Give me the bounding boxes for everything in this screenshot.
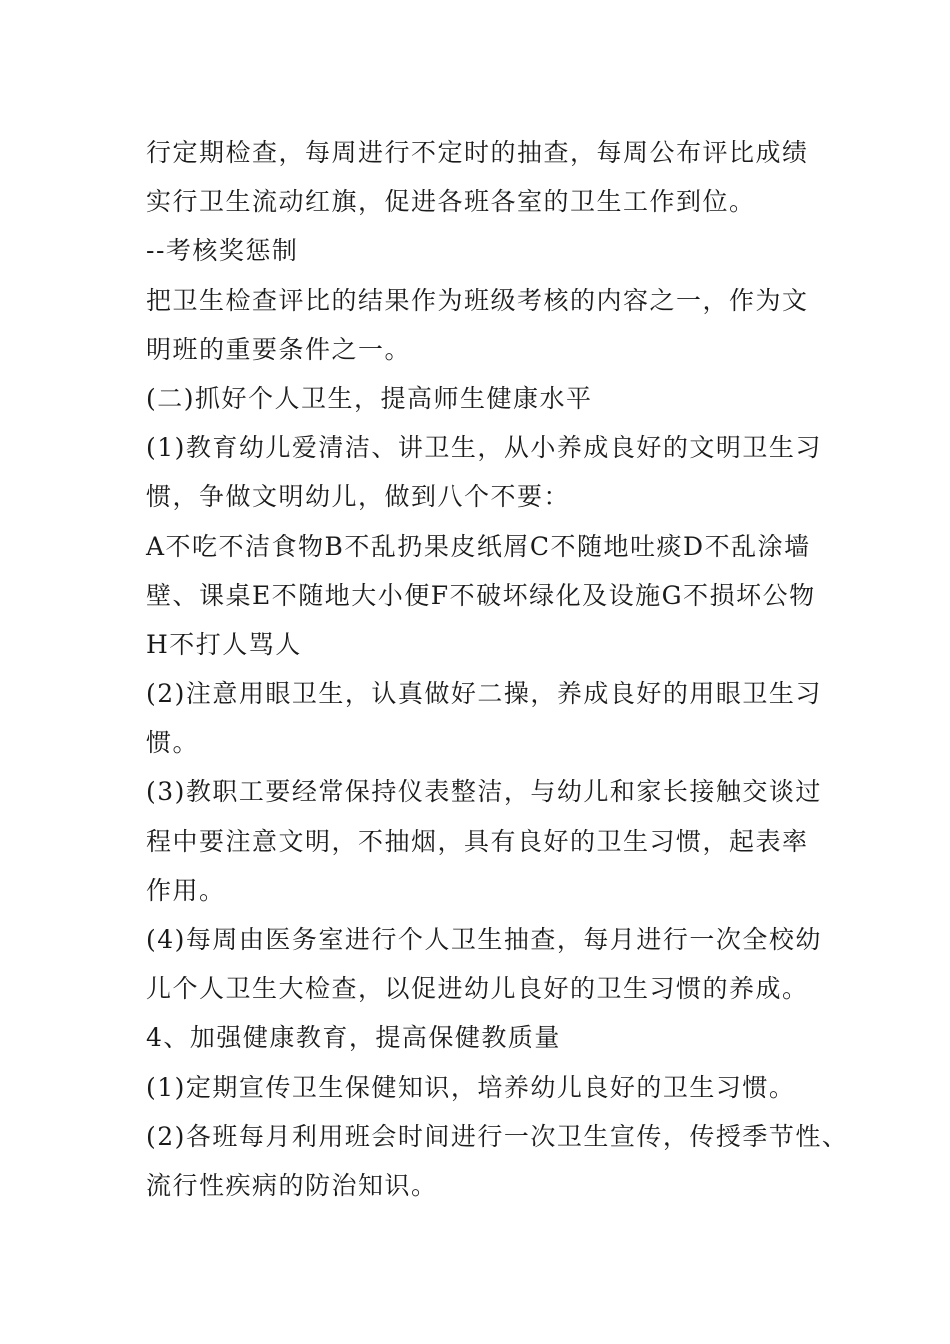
text-line: H不打人骂人	[146, 629, 302, 659]
text-line: 明班的重要条件之一。	[146, 334, 412, 364]
text-line: 实行卫生流动红旗，促进各班各室的卫生工作到位。	[146, 187, 756, 217]
text-line: 儿个人卫生大检查，以促进幼儿良好的卫生习惯的养成。	[146, 974, 809, 1004]
text-line: 程中要注意文明，不抽烟，具有良好的卫生习惯，起表率	[146, 826, 809, 856]
text-line: 把卫生检查评比的结果作为班级考核的内容之一，作为文	[146, 285, 809, 315]
text-line: (2)各班每月利用班会时间进行一次卫生宣传，传授季节性、	[146, 1121, 849, 1151]
text-line: (2)注意用眼卫生，认真做好二操，养成良好的用眼卫生习	[146, 679, 822, 709]
text-line: A不吃不洁食物B不乱扔果皮纸屑C不随地吐痰D不乱涂墙	[146, 531, 811, 561]
text-line: 流行性疾病的防治知识。	[146, 1170, 438, 1200]
document-body	[146, 128, 849, 1210]
text-line: (1)定期宣传卫生保健知识，培养幼儿良好的卫生习惯。	[146, 1072, 796, 1102]
text-line: 壁、课桌E不随地大小便F不破坏绿化及设施G不损坏公物	[146, 580, 816, 610]
text-line: (3)教职工要经常保持仪表整洁，与幼儿和家长接触交谈过	[146, 777, 822, 807]
section-heading: --考核奖惩制	[146, 236, 299, 266]
section-heading: (二)抓好个人卫生，提高师生健康水平	[146, 383, 593, 413]
text-line: 惯。	[146, 728, 200, 758]
text-line: (4)每周由医务室进行个人卫生抽查，每月进行一次全校幼	[146, 925, 822, 954]
text-line: 行定期检查，每周进行不定时的抽查，每周公布评比成绩	[146, 138, 809, 167]
section-heading: 4、加强健康教育，提高保健教质量	[146, 1023, 561, 1053]
text-line: 惯，争做文明幼儿，做到八个不要：	[146, 482, 571, 512]
text-line: (1)教育幼儿爱清洁、讲卫生，从小养成良好的文明卫生习	[146, 433, 822, 463]
text-line: 作用。	[146, 875, 226, 905]
